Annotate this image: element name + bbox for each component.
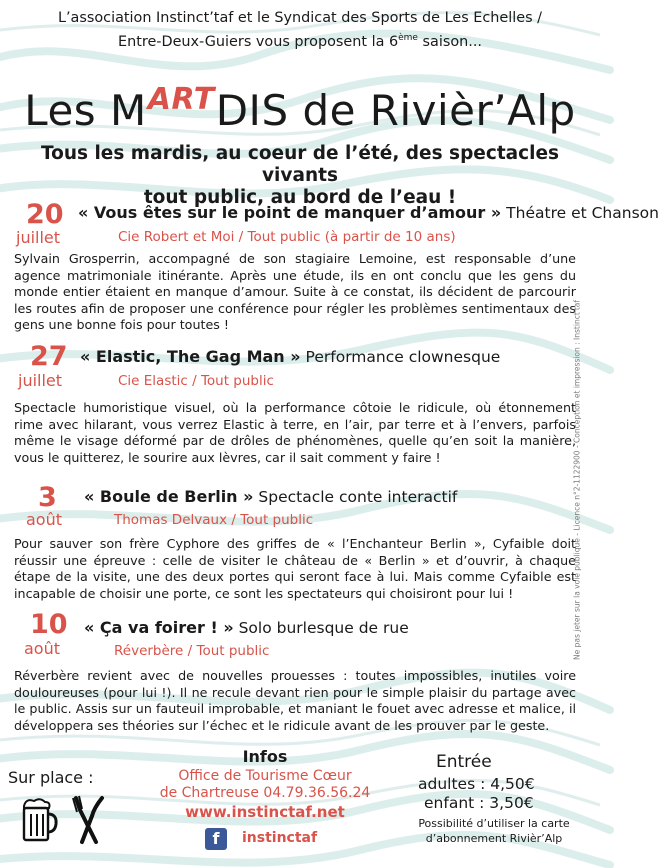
- event-1-company: Cie Robert et Moi / Tout public (à partir de 10 ans): [118, 229, 456, 245]
- event-2-description: Spectacle humoristique visuel, où la performance côtoie le ridicule, où étonnement rime avec hilarant, vous verrez Elastic à terre, en l’air, par terre et à l’envers, parfois même le visage déformé par de drôles de phénomènes, quelle qu’en soit la manière, vous le quitterez, le sourire aux lèvres, car il sait comment y faire !: [14, 400, 576, 465]
- title-start: Les M: [24, 86, 147, 135]
- subtitle-line-2: tout public, au bord de l’eau !: [143, 187, 457, 208]
- event-1-day: 20: [26, 199, 64, 230]
- event-3-heading: [84, 487, 457, 507]
- event-3-company: Thomas Delvaux / Tout public: [114, 512, 314, 528]
- event-1-month: juillet: [16, 228, 61, 247]
- event-2-heading: [80, 347, 500, 367]
- facebook-icon[interactable]: f: [205, 828, 227, 850]
- event-4-description: Réverbère revient avec de nouvelles prouesses : toutes impossibles, inutiles voire douloureuses (pour lui !). Il ne recule devant rien pour le simple plaisir du partage avec le public. Assis sur un fauteuil improbable, et maniant le fouet avec adresse et malice, il développera ses théories sur l’échec et le ridicule avant de les prouver par le geste.: [14, 668, 576, 733]
- title-end: DIS de Rivièr’Alp: [215, 86, 576, 135]
- subscription-note: Possibilité d’utiliser la carte d’abonnement Rivièr’Alp: [418, 817, 570, 845]
- legal-side-note: [565, 180, 589, 780]
- event-4-day: 10: [30, 609, 68, 640]
- intro-sup: ème: [398, 33, 418, 43]
- event-1-genre: Théatre et Chanson: [506, 204, 659, 222]
- event-3-month: août: [26, 510, 63, 529]
- intro-text: [10, 8, 590, 52]
- office-line-1: Office de Tourisme Cœur: [178, 768, 352, 784]
- intro-line-2-end: saison...: [417, 33, 483, 50]
- price-child: enfant : 3,50€: [424, 794, 534, 812]
- intro-line-2: [10, 28, 590, 52]
- sur-place-label: Sur place :: [8, 768, 94, 787]
- event-2-genre: Performance clownesque: [305, 348, 501, 366]
- event-4-heading: [84, 618, 409, 638]
- event-3-day: 3: [38, 482, 57, 513]
- event-4-title: « Ça va foirer ! »: [84, 618, 234, 637]
- facebook-link[interactable]: instinctaf: [242, 830, 318, 846]
- entree-heading: Entrée: [436, 752, 492, 772]
- event-3-title: « Boule de Berlin »: [84, 487, 254, 506]
- main-title: [0, 82, 600, 141]
- event-3-description: Pour sauver son frère Cyphore des griffes de « l’Enchanteur Berlin », Cyfaible doit réussir une épreuve : celle de visiter le château de « Berlin » et d’ouvrir, à chaque étape de la visite, une des deux portes qui seront face à lui. Mais comme Cyfaible est incapable de choisir une porte, ce sont les spectateurs qui choisiront pour lui !: [14, 536, 576, 601]
- event-4-month: août: [24, 639, 61, 658]
- title-art: ART: [147, 82, 215, 117]
- event-2-title: « Elastic, The Gag Man »: [80, 347, 301, 366]
- website-link[interactable]: www.instinctaf.net: [185, 803, 345, 821]
- event-4-company: Réverbère / Tout public: [114, 643, 270, 659]
- price-adults: adultes : 4,50€: [418, 775, 535, 793]
- beer-mug-icon: [18, 796, 58, 844]
- office-line-2: de Chartreuse 04.79.36.56.24: [159, 785, 371, 801]
- event-2-company: Cie Elastic / Tout public: [118, 373, 274, 389]
- event-2-month: juillet: [18, 371, 63, 390]
- intro-line-2-start: Entre-Deux-Guiers vous proposent la 6: [117, 33, 399, 50]
- event-3-genre: Spectacle conte interactif: [258, 488, 458, 506]
- subtitle-line-1: Tous les mardis, au coeur de l’été, des spectacles vivants: [40, 143, 560, 186]
- infos-heading: Infos: [242, 747, 288, 766]
- legal-side-text: Ne pas jeter sur la voie publique - Licence n°2-1122900 - Conception et impression : Instinct'taf: [572, 300, 582, 660]
- event-1-description: Sylvain Grosperrin, accompagné de son stagiaire Lemoine, est responsable d’une agence matrimoniale itinérante. Après une étude, ils en ont conclu que les gens du monde entier étaient en manque d’amour. Suite à ce constat, ils décident de parcourir les routes afin de proposer une conférence pour régler les problèmes sentimentaux des gens une bonne fois pour toutes !: [14, 251, 576, 333]
- event-4-genre: Solo burlesque de rue: [238, 619, 409, 637]
- fork-knife-icon: [70, 794, 108, 846]
- event-2-day: 27: [30, 341, 68, 372]
- event-1-title: « Vous êtes sur le point de manquer d’amour »: [78, 203, 502, 222]
- subtitle: [10, 143, 590, 209]
- intro-line-1: L’association Instinct’taf et le Syndicat des Sports de Les Echelles /: [57, 10, 543, 26]
